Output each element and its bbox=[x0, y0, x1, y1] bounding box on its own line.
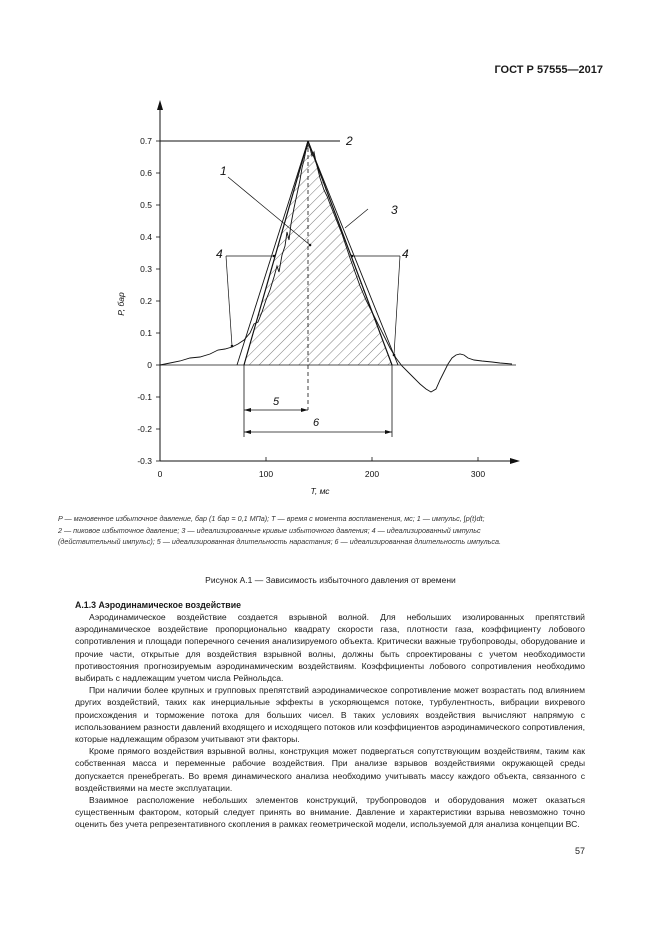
figure-legend bbox=[58, 514, 618, 549]
legend-line-3: (действительный импульс); 5 — идеализированная длительность нарастания; 6 — идеализированная длительность импульса. bbox=[58, 537, 501, 547]
section-title: А.1.3 Аэродинамическое воздействие bbox=[75, 600, 242, 610]
y-tick-label: 0.5 bbox=[140, 200, 152, 210]
idealized-impulse-area bbox=[244, 141, 392, 365]
y-tick-label: 0.7 bbox=[140, 136, 152, 146]
paragraph: Кроме прямого воздействия взрывной волны, конструкция может подвергаться сопутствующим воздействиям, таким как собственная масса и переменные рабочие воздействия. При анализе взрывов воздействиями окружающей среды допускается пренебрегать. Во время динамического анализа необходимо учитывать массу каждого объекта, связанного с воздействиями на месте эксплуатации. bbox=[75, 746, 585, 793]
y-axis-label: P, бар bbox=[116, 292, 126, 316]
x-tick-label: 200 bbox=[364, 469, 380, 479]
x-axis-arrow bbox=[510, 458, 520, 464]
paragraph: При наличии более крупных и групповых препятствий аэродинамическое сопротивление может возрастать под влиянием других воздействий, таких как инерциальные эффекты в ускоряющемся потоке, турбулентность, вибрации вихревого происхождения и торможение потока для больших чисел. В таких условиях воздействия вычисляют напрямую с использованием разности давлений входящего и исходящего потоков или коэффициентов аэродинамического сопротивления, которые надлежащим образом учитывают эти факторы. bbox=[75, 685, 585, 745]
x-tick-label: 100 bbox=[258, 469, 274, 479]
legend-line-1 bbox=[58, 514, 618, 524]
integral-formula: ∫p(t)dt; bbox=[463, 514, 485, 523]
y-tick-label: -0.3 bbox=[137, 456, 152, 466]
y-tick-label: 0.1 bbox=[140, 328, 152, 338]
callout-4-left: 4 bbox=[216, 247, 223, 261]
y-tick-label: -0.1 bbox=[137, 392, 152, 402]
callout-2: 2 bbox=[346, 134, 353, 148]
y-tick-label: 0.3 bbox=[140, 264, 152, 274]
callout-3: 3 bbox=[391, 203, 398, 217]
callout-5: 5 bbox=[272, 396, 280, 408]
paragraph: Взаимное расположение небольших элементов конструкций, трубопроводов и оборудования может оказаться существенным фактором, который следует принять во внимание. Давление и характеристики взрыва невозможно точно оценить без учета репрезентативного скопления в рамках геометрической модели, используемой для анализа концепции ВС. bbox=[75, 795, 585, 830]
standard-header: ГОСТ Р 57555—2017 bbox=[494, 64, 603, 76]
y-tick-label: 0.6 bbox=[140, 168, 152, 178]
y-tick-label: 0.4 bbox=[140, 232, 152, 242]
callout-4-right: 4 bbox=[402, 247, 409, 261]
legend-line-2: 2 — пиковое избыточное давление; 3 — идеализированные кривые избыточного давления; 4 — идеализированный импульс bbox=[58, 525, 481, 535]
legend-text-1: P — мгновенное избыточное давление, бар (1 бар = 0,1 МПа); T — время с момента воспламенения, мс; 1 — импульс, bbox=[58, 514, 462, 523]
page-number: 57 bbox=[574, 846, 585, 856]
x-tick-label: 0 bbox=[157, 469, 163, 479]
x-tick-label: 300 bbox=[470, 469, 486, 479]
callout-1: 1 bbox=[220, 164, 227, 178]
section-a-1-3 bbox=[75, 600, 585, 831]
y-axis-arrow bbox=[157, 100, 163, 110]
y-tick-label: 0.2 bbox=[140, 296, 152, 306]
y-tick-label: 0 bbox=[147, 360, 152, 370]
paragraph: Аэродинамическое воздействие создается взрывной волной. Для небольших изолированных препятствий аэродинамическое воздействие пропорционально квадрату скорости газа, плотности газа, коэффициенту лобового сопротивления и площади поперечного сечения анализируемого объекта. Критически важные трубопроводы, оборудование и прочие части, открытые для воздействия взрывной волны, должны быть спроектированы с учетом необходимости противостояния прогнозируемым аэродинамическим воздействиям. Коэффициенты лобового сопротивления необходимо выбирать с надлежащим учетом числа Рейнольдса. bbox=[75, 612, 585, 684]
figure-caption: Рисунок А.1 — Зависимость избыточного давления от времени bbox=[205, 575, 456, 585]
y-tick-label: -0.2 bbox=[137, 424, 152, 434]
x-axis-label: T, мс bbox=[310, 486, 330, 496]
callout-6: 6 bbox=[312, 417, 320, 429]
